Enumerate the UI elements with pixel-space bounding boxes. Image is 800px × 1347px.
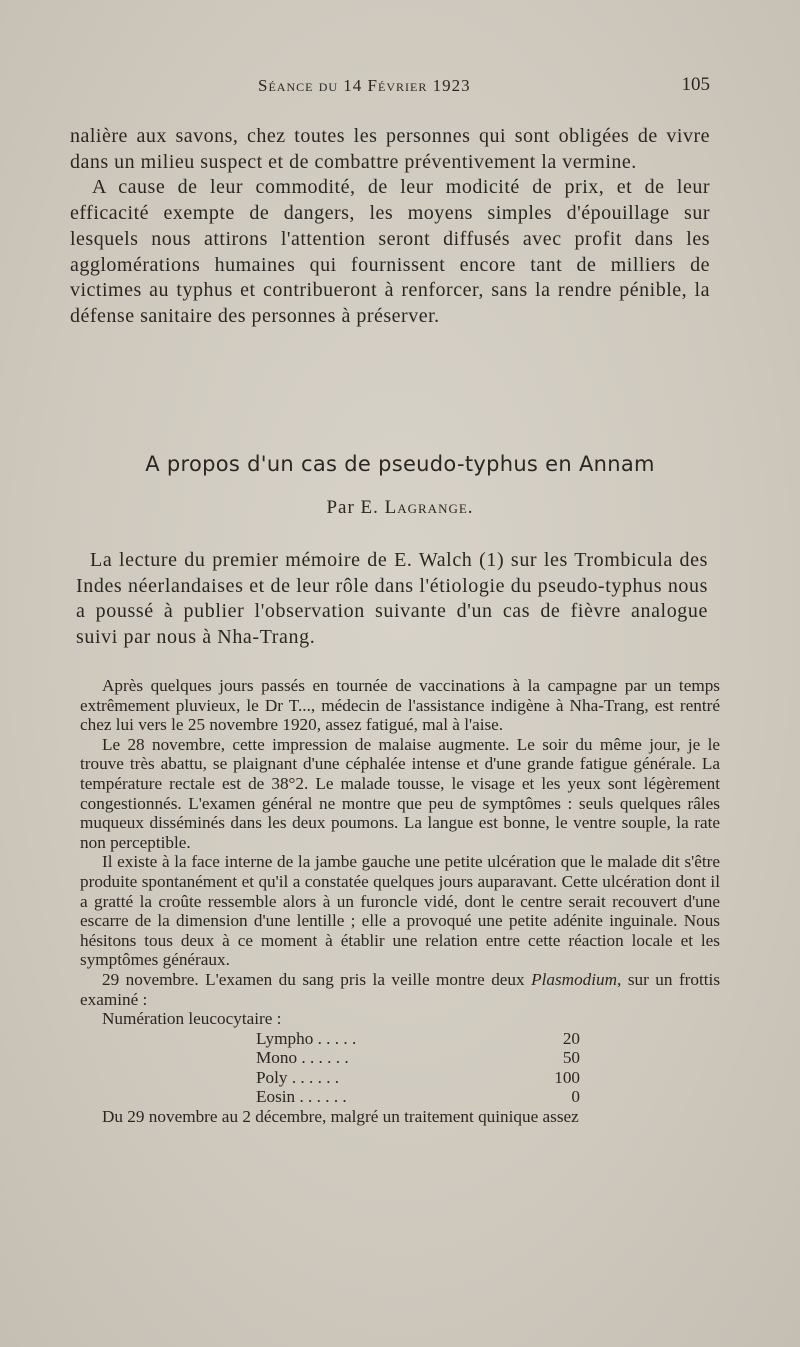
paragraph: nalière aux savons, chez toutes les personnes qui sont obligées de vivre dans un milieu suspect et de combattre préventivement la vermine.: [70, 125, 710, 173]
article-title: A propos d'un cas de pseudo-typhus en Annam: [145, 452, 655, 476]
cell-label: Mono . . . . . .: [256, 1048, 349, 1068]
page-header: [0, 76, 800, 100]
paragraph: Le 28 novembre, cette impression de malaise augmente. Le soir du même jour, je le trouve très abattu, se plaignant d'une céphalée intense et d'une grande fatigue générale. La température rectale est de 38°2. Le malade tousse, le visage et les yeux sont légèrement congestionnés. L'examen général ne montre que peu de symptômes : seuls quelques râles muqueux disséminés dans les deux poumons. La langue est bonne, le ventre souple, la rate non perceptible.: [80, 734, 720, 852]
cell-label: Lympho . . . . .: [256, 1028, 357, 1048]
italic-term: Plasmodium,: [531, 969, 622, 989]
cell-value: 20: [562, 1028, 580, 1048]
leukocyte-count-table: [80, 1029, 580, 1107]
running-head: Séance du 14 Février 1923: [258, 76, 471, 95]
continued-text: [70, 124, 710, 330]
introduction: [76, 548, 708, 650]
cell-value: 50: [562, 1048, 580, 1068]
table-row: [80, 1087, 580, 1107]
table-row: [80, 1068, 580, 1088]
table-row: [80, 1048, 580, 1068]
table-row: [80, 1029, 580, 1049]
byline: [0, 497, 800, 519]
cell-label: Poly . . . . . .: [256, 1067, 340, 1087]
cell-value: 0: [571, 1087, 580, 1107]
cell-value: 100: [554, 1067, 580, 1087]
paragraph: La lecture du premier mémoire de E. Walch (1) sur les Trombicula des Indes néerlandaises et de leur rôle dans l'étiologie du pseudo-typhus nous a poussé à publier l'observation suivante d'un cas de fièvre analogue suivi par nous à Nha-Trang.: [76, 549, 708, 648]
paragraph: [80, 970, 720, 1009]
paragraph: Après quelques jours passés en tournée de vaccinations à la campagne par un temps extrêmement pluvieux, le Dr T..., médecin de l'assistance indigène à Nha-Trang, est rentré chez lui vers le 25 novembre 1920, assez fatigué, mal à l'aise.: [80, 676, 720, 735]
text-span: sur un frottis examiné :: [80, 969, 721, 1009]
text-span: 29 novembre. L'examen du sang pris la veille montre deux: [102, 969, 525, 989]
cell-label: Eosin . . . . . .: [256, 1087, 347, 1107]
case-observation: [80, 676, 720, 1127]
page-number: 105: [681, 74, 710, 95]
count-title: Numération leucocytaire :: [102, 1009, 282, 1029]
byline-prefix: Par E.: [326, 497, 379, 518]
paragraph: A cause de leur commodité, de leur modicité de prix, et de leur efficacité exempte de dangers, les moyens simples d'épouillage sur lesquels nous attirons l'attention seront diffusés avec profit dans les agglomérations humaines qui fournissent encore tant de milliers de victimes au typhus et contribueront à renforcer, sans la rendre pénible, la défense sanitaire des personnes à préserver.: [70, 176, 710, 327]
paragraph: Du 29 novembre au 2 décembre, malgré un traitement quinique assez: [102, 1107, 579, 1127]
author-name: Lagrange.: [384, 497, 474, 518]
paragraph: Il existe à la face interne de la jambe gauche une petite ulcération que le malade dit s'être produite spontanément et qu'il a constatée quelques jours auparavant. Cette ulcération dont il a gratté la croûte ressemble alors à un furoncle vidé, dont le centre serait recouvert d'une escarre de la dimension d'une lentille ; elle a provoqué une petite adénite inguinale. Nous hésitons tous deux à ce moment à établir une relation entre cette réaction locale et les symptômes généraux.: [80, 852, 720, 970]
